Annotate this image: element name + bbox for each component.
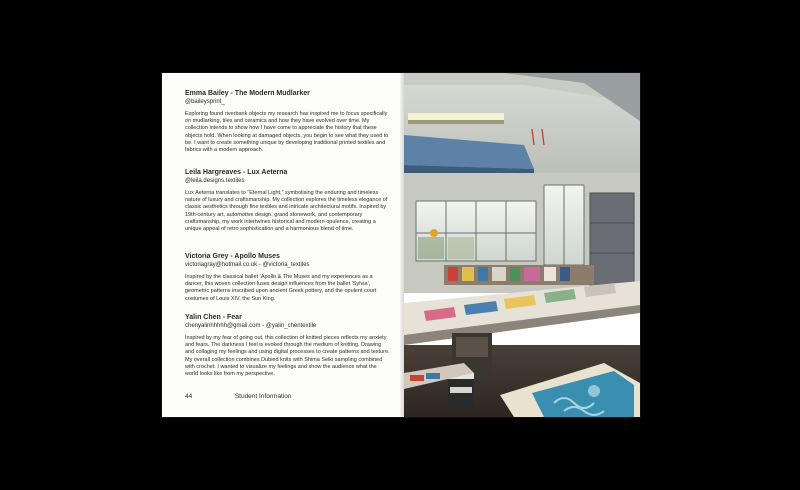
student-description: Lux Aeterna translates to “Eternal Light,” symbolising the enduring and timeless nature of luxury and craftsmanship. My collection explores the timeless elegance of classic aesthetics through fine textiles and intricate architectural motifs. Inspired by 19th-century art, automotive design, grand stonework, and contemporary craftsmanship, my work intertwines historical and modern opulence, creating a unique appeal of retro sophistication and a harmonious blend of time. <box>185 190 388 233</box>
student-description: Exploring found riverbank objects my research has inspired me to focus specifically on mudlarking, tiles and ceramics and how they have evolved over time. My collection intends to show how I have come to appreciate the history that these objects hold. When looking at damaged objects, you begin to see what they used to be. I want to create something unique by developing traditional printed textiles and fabrics with a modern approach. <box>185 111 389 154</box>
page-footer <box>185 393 292 400</box>
student-name: Leila Hargreaves - Lux Aeterna <box>185 169 288 176</box>
student-entry-victoria-grey <box>185 253 391 303</box>
book-spread <box>162 73 640 417</box>
student-name: Yalin Chen - Fear <box>185 314 242 321</box>
student-handle: victoriagray@hotmail.co.uk - @victoria_textiles <box>185 262 310 268</box>
student-name: Emma Bailey - The Modern Mudlarker <box>185 90 310 97</box>
print-studio-illustration <box>404 73 640 417</box>
studio-photo <box>404 73 640 417</box>
student-handle: chenyalinhhhhh@gmail.com - @yalin_chentextile <box>185 323 317 329</box>
student-entry-leila-hargreaves <box>185 169 391 233</box>
student-description: Inspired by the classical ballet ‘Apollo & The Muses and my experiences as a dancer, this woven collection fuses design influences from the ballet ‘Sylvia’, geometric patterns inscribed upon ancient Greek pottery, and the opulent court costumes of Louis XIV, the Sun King. <box>185 274 377 302</box>
left-page <box>162 73 402 417</box>
student-handle: @leila.designs.textiles <box>185 178 245 184</box>
page-number: 44 <box>185 393 193 400</box>
student-entry-emma-bailey <box>185 90 391 154</box>
section-title: Student Information <box>234 393 292 400</box>
student-description: Inspired by my fear of going out, this collection of knitted pieces reflects my anxiety and fears. The darkness I feel is evoked through the medium of knitting. Drawing and collaging my feelings and using digital processes to create patterns and texture. My overall collection combines Dubied knits with Shima Seiki sampling combined with crochet. I wanted to visualize my feelings and show the audience what the world looks like from my perspective. <box>185 335 390 378</box>
student-handle: @baileysprint_ <box>185 99 225 105</box>
student-entry-yalin-chen <box>185 314 391 378</box>
student-name: Victoria Grey - Apollo Muses <box>185 253 280 260</box>
